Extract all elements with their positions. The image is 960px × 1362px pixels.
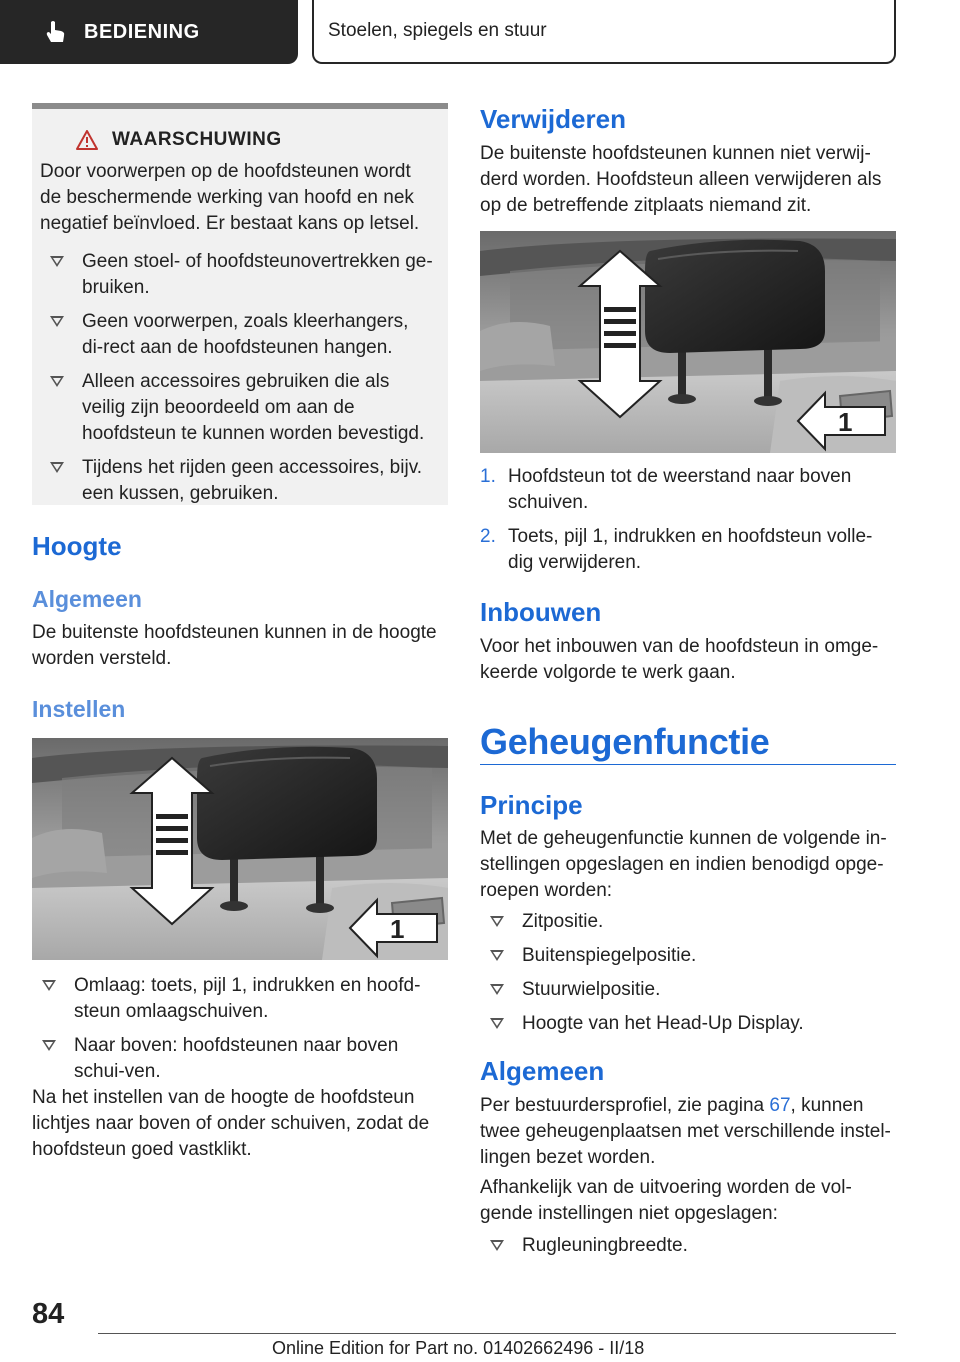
callout-label: 1 (390, 914, 405, 944)
triangle-bullet-icon (490, 916, 504, 927)
breadcrumb-text: Stoelen, spiegels en stuur (328, 20, 547, 41)
verwijderen-text: De buitenste hoofdsteunen kunnen niet verwij-derd worden. Hoofdsteun alleen verwijderen als op de betreffende zitplaats niemand zit. (480, 143, 882, 216)
headrest-illustration (480, 231, 896, 453)
page-number: 84 (32, 1298, 65, 1330)
triangle-bullet-icon (50, 256, 64, 267)
edition-text: Online Edition for Part no. 01402662496 - II/18 (272, 1338, 645, 1358)
list-item: Tijdens het rijden geen accessoires, bijv. een kussen, gebruiken. (40, 455, 434, 507)
heading-hoogte: Hoogte (32, 531, 122, 561)
triangle-bullet-icon (490, 950, 504, 961)
triangle-bullet-icon (42, 980, 56, 991)
list-item: Naar boven: hoofdsteunen naar boven schui-ven. (32, 1033, 448, 1085)
page-link[interactable]: 67 (769, 1095, 791, 1116)
headrest-removal-figure (480, 231, 896, 453)
triangle-bullet-icon (490, 1240, 504, 1251)
inbouwen-text: Voor het inbouwen van de hoofdsteun in omge-keerde volgorde te werk gaan. (480, 636, 879, 683)
warning-header (76, 129, 434, 151)
list-item: Alleen accessoires gebruiken die als veilig zijn beoordeeld om aan de hoofdsteun te kunnen worden bevestigd. (40, 369, 434, 447)
footer-divider (98, 1333, 896, 1334)
algemeen-text: De buitenste hoofdsteunen kunnen in de hoogte worden versteld. (32, 622, 437, 669)
triangle-bullet-icon (50, 376, 64, 387)
instellen-after-text: Na het instellen van de hoogte de hoofdsteun lichtjes naar boven of onder schuiven, zodat de hoofdsteun goed vastklikt. (32, 1087, 430, 1160)
heading-inbouwen: Inbouwen (480, 597, 602, 627)
section-tab[interactable] (0, 0, 298, 64)
list-item: Buitenspiegelpositie. (480, 943, 896, 969)
heading-underline (480, 764, 896, 765)
breadcrumb (312, 0, 896, 64)
algemeen2-text: Per bestuurdersprofiel, zie pagina 67, kunnen twee geheugenplaatsen met verschillende instel-lingen bezet worden. (480, 1095, 891, 1168)
list-item: 1. Hoofdsteun tot de weerstand naar boven schuiven. (480, 466, 852, 513)
warning-list (40, 249, 434, 507)
heading-verwijderen: Verwijderen (480, 104, 626, 134)
headrest-height-figure (32, 738, 448, 960)
afhankelijk-text: Afhankelijk van de uitvoering worden de vol-gende instellingen niet opgeslagen: (480, 1177, 852, 1224)
headrest-illustration (32, 738, 448, 960)
triangle-bullet-icon (50, 316, 64, 327)
callout-label: 1 (838, 407, 853, 437)
list-item: Geen voorwerpen, zoals kleerhangers, di-rect aan de hoofdsteunen hangen. (40, 309, 434, 361)
principe-list (480, 909, 896, 1045)
heading-algemeen: Algemeen (32, 586, 142, 612)
instellen-list (32, 973, 448, 1093)
hand-pointer-icon (44, 20, 66, 44)
list-item: Rugleuningbreedte. (480, 1233, 896, 1259)
list-item: Omlaag: toets, pijl 1, indrukken en hoofd-steun omlaagschuiven. (32, 973, 448, 1025)
list-item: Hoogte van het Head-Up Display. (480, 1011, 896, 1037)
heading-algemeen-2: Algemeen (480, 1056, 605, 1086)
heading-geheugenfunctie: Geheugenfunctie (480, 721, 770, 762)
list-item: Geen stoel- of hoofdsteunovertrekken ge-bruiken. (40, 249, 434, 301)
triangle-bullet-icon (42, 1040, 56, 1051)
warning-triangle-icon (76, 130, 98, 150)
warning-box (32, 103, 448, 505)
triangle-bullet-icon (490, 1018, 504, 1029)
removal-steps (480, 464, 896, 584)
afhankelijk-list (480, 1233, 896, 1267)
triangle-bullet-icon (490, 984, 504, 995)
principe-text: Met de geheugenfunctie kunnen de volgende in-stellingen opgeslagen en indien benodigd opge-roepen worden: (480, 828, 887, 901)
list-item: Stuurwielpositie. (480, 977, 896, 1003)
section-title: BEDIENING (84, 20, 200, 43)
list-item: 2. Toets, pijl 1, indrukken en hoofdsteun volle-dig verwijderen. (480, 526, 873, 573)
warning-title: WAARSCHUWING (112, 129, 282, 150)
heading-instellen: Instellen (32, 696, 126, 722)
triangle-bullet-icon (50, 462, 64, 473)
list-item: Zitpositie. (480, 909, 896, 935)
warning-text: Door voorwerpen op de hoofdsteunen wordt de beschermende werking van hoofd en nek negatief beïnvloed. Er bestaat kans op letsel. (40, 161, 420, 234)
heading-principe: Principe (480, 790, 583, 820)
